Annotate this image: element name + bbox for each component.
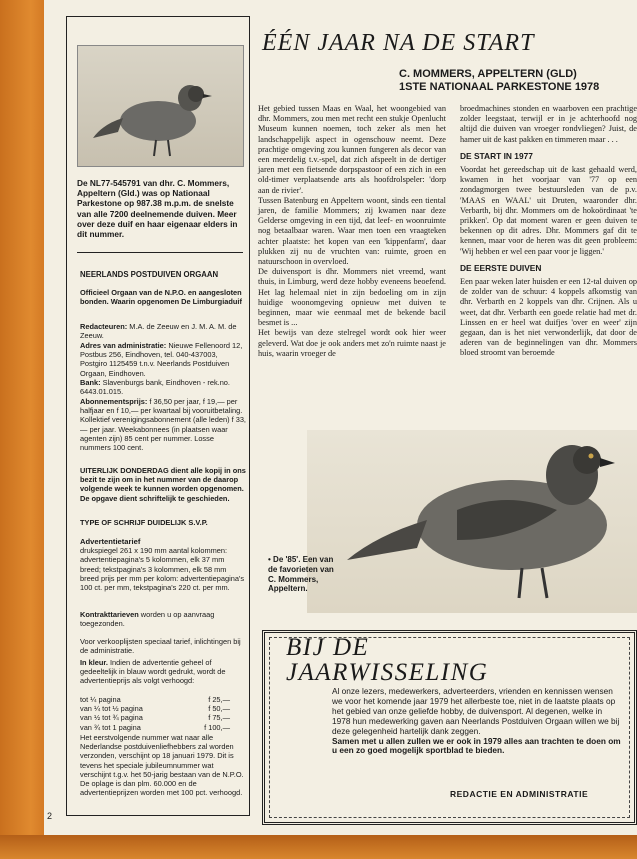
color-price-table <box>80 695 246 732</box>
price-row: tot ¼ pagina f 25,— <box>80 695 230 704</box>
greeting-title-line-2: JAARWISSELING <box>286 659 489 686</box>
article-column-1 <box>258 104 446 359</box>
bank-block <box>80 378 246 396</box>
ad-rates-heading: Advertentietarief <box>80 537 141 546</box>
paragraph: Tussen Batenburg en Appeltern woont, sinds een tiental jaren, de familie Mommers; zij kwamen naar deze Gelderse omgeving in een tijd, dat leef- en woonruimte nog betaalbaar waren. Waar men toen een vraagteken achter plaatste: het kopen van een 'kippenfarm', daar plukken zij nu de vruchten van: ruimte, groen en natuurschoon in overvloed. <box>258 195 446 267</box>
contract-rates <box>80 610 246 628</box>
price-row: van ½ tot ¾ pagina f 75,— <box>80 713 230 723</box>
contract-label: Kontrakttarieven <box>80 610 139 619</box>
article-column-2 <box>460 104 637 359</box>
bank-label: Bank: <box>80 378 101 387</box>
caption-text: De '85'. Een van de favorieten van C. Mommers, Appeltern. <box>268 555 334 594</box>
section-heading: DE EERSTE DUIVEN <box>460 262 542 273</box>
photo-caption <box>268 555 340 594</box>
sidebar-photo-caption: De NL77-545791 van dhr. C. Mommers, Appeltern (Gld.) was op Nationaal Parkestone op 987.38 m.p.m. de snelste van alle 7200 deelnemende duiven. Meer over deze duif en haar eigenaar elders in dit nummer. <box>77 178 238 240</box>
paragraph: Een paar weken later huisden er een 12-tal duiven op de zolder van de schuur: 4 koppels afkomstig van dhr. Verbarth en 2 koppels van dhr. Crijnen. Als u weet, dat dhr. Verbarth een goede relatie had met dr. Linssen en er heel wat duifjes 'over en weer' zijn gegaan, dan is het niet verwonderlijk, dat door de aderen van de beginnelingen van dhr. Mommers bloed stroomt van beroemde <box>460 277 637 358</box>
subscription-label: Abonnementsprijs: <box>80 397 148 406</box>
paragraph: Voordat het gereedschap uit de kast gehaald werd, kwamen in het voorjaar van '77 op een zondagmorgen twee bestuursleden van de p.v. 'MAAS en WAAL' uit Druten, waaronder dhr. Verbarth, bij dhr. Mommers om de hokoördinaat 'te prikken'. Op dat moment waren er geen duiven te bekennen op dit adres. Dhr. Mommers gaf dit te kennen, maar voor de heren was dit geen probleem: 'Wij hebben er wel een paar voor je liggen.' <box>460 165 637 256</box>
editors-value: M.A. de Zeeuw en J. M. A. M. de Zeeuw. <box>80 322 237 341</box>
paragraph: Het bewijs van deze stelregel wordt ook hier weer geleverd. Wat doe je ook anders met zo'n ruimte naast je huis, waarin vroeger de <box>258 328 446 358</box>
paragraph: broedmachines stonden en waarboven een prachtige zolder leegstaat, terwijl er in je achterhoofd nog altijd die duiven van vroeger rondvliegen? Juist, de hamer uit de kast pakken en timmeren maar . . . <box>460 104 637 144</box>
ad-rates-text: drukspiegel 261 x 190 mm aantal kolommen: advertentiepagina's 5 kolommen, elk 37 mm breed; tekstpagina's 3 kolommen, elk 58 mm breed prijs per mm per kolom: advertentiepagina's 100 ct. per mm, tekstpagina's 220 ct. per mm. <box>80 546 245 593</box>
ad-rates-block <box>80 537 246 592</box>
subscription-value: f 36,50 per jaar, f 19,— per halfjaar en f 10,— per kwartaal bij vooruitbetaling. Kollektief verenigingsabonnement (alle leden) f 33,— per jaar. Weekabonnees (in plaatsen waar agenten zijn) 85 cent per nummer. Losse nummers 100 cent. <box>80 397 246 453</box>
price-row: van ¼ tot ½ pagina f 50,— <box>80 704 230 714</box>
next-issue-note: Het eerstvolgende nummer wat naar alle Nederlandse postduivenliefhebbers zal worden verzonden, verschijnt op 18 januari 1979. Dit is tevens het speciale jubileumnummer wat verschijnt t.g.v. het 50-jarig bestaan van de N.P.O. De oplage is dan plm. 60.000 en de advertentieprijzen worden met 100 pct. verhoogd. <box>80 733 244 798</box>
article-subtitle-1: C. MOMMERS, APPELTERN (GLD) <box>399 68 577 80</box>
sidebar-divider <box>77 252 243 253</box>
address-value: Nieuwe Fellenoord 12, Postbus 256, Eindhoven, tel. 040-437003, Postgiro 1125459 t.n.v. Neerlands Postduiven Orgaan, Eindhoven. <box>80 341 243 378</box>
page-edge-bottom <box>0 835 637 859</box>
pigeon-photo-large <box>307 430 637 613</box>
pigeon-photo-small <box>77 45 244 167</box>
editors-label: Redacteuren: <box>80 322 128 331</box>
greeting-title-line-1: BIJ DE <box>286 634 370 661</box>
org-name: NEERLANDS POSTDUIVEN ORGAAN <box>80 270 219 279</box>
subscription-block <box>80 397 246 452</box>
bank-value: Slavenburgs bank, Eindhoven - rek.no. 6443.01.015. <box>80 378 230 397</box>
section-heading: DE START IN 1977 <box>460 150 533 161</box>
caption-bullet: • <box>268 555 271 564</box>
greeting-signature: REDACTIE EN ADMINISTRATIE <box>450 789 589 799</box>
price-row: van ¾ tot 1 pagina f 100,— <box>80 722 230 732</box>
deadline-notice: UITERLIJK DONDERDAG dient alle kopij in ons bezit te zijn om in het nummer van de daarop volgende week te kunnen worden opgenomen. De opgave dient schriftelijk te geschieden. <box>80 466 246 503</box>
color-label: In kleur. <box>80 658 108 667</box>
greeting-closing-text: Samen met u allen zullen we er ook in 1979 alles aan trachten te doen om u een zo goed mogelijk sportblad te bieden. <box>332 735 621 756</box>
pigeon-illustration <box>78 46 243 166</box>
type-clearly-notice: TYPE OF SCHRIJF DUIDELIJK S.V.P. <box>80 518 208 527</box>
color-value: Indien de advertentie geheel of gedeeltelijk in blauw wordt gedrukt, wordt de advertentieprijs als volgt verhoogd: <box>80 658 226 686</box>
sales-list-note: Voor verkooplijsten speciaal tarief, inlichtingen bij de administratie. <box>80 637 241 656</box>
paragraph: Het gebied tussen Maas en Waal, het woongebied van dhr. Mommers, zou men met recht een stukje Openlucht Museum kunnen noemen, toch zeker als men het landschappelijk aspect in ogenschouw neemt. Deze prachtige omgeving zou kunnen fungeren als decor van een meerdelig t.v.-spel, dat zich afspeelt in de dertiger jaren met een fietsende dorpspastoor of een zich in een old-timer verplaatsende arts als hoofdrolspeler: 'dorp aan de rivier'. <box>258 104 446 195</box>
contract-value: worden u op aanvraag toegezonden. <box>80 610 215 629</box>
article-subtitle-2: 1STE NATIONAAL PARKESTONE 1978 <box>399 81 600 93</box>
greeting-body-text: Al onze lezers, medewerkers, adverteerders, vrienden en kennissen wensen we voor het komende jaar 1979 het allerbeste toe, niet in de laatste plaats op het gebied van onze geliefde hobby, de duivensport. Al degenen, welke in 1978 hun medewerking gaven aan Neerlands Postduiven Orgaan willen we bij deze gelegenheid hartelijk dank zeggen. <box>332 686 620 736</box>
page-edge-left <box>0 0 44 859</box>
address-label: Adres van administratie: <box>80 341 167 350</box>
address-block <box>80 341 246 378</box>
editors-block <box>80 322 246 340</box>
page-number: 2 <box>47 811 53 821</box>
paragraph: De duivensport is dhr. Mommers niet vreemd, want thuis, in Limburg, werd deze hobby eveneens beoefend. Het lag helemaal niet in zijn bedoeling om in zijn huidige woonomgeving opnieuw met duiven te beginnen, maar wie eenmaal met de bekende bacil besmet is ... <box>258 267 446 328</box>
color-block <box>80 658 246 686</box>
greeting-body <box>332 687 622 756</box>
official-organ: Officieel Orgaan van de N.P.O. en aangesloten bonden. Waarin opgenomen De Limburgiaduif <box>80 288 242 307</box>
pigeon-illustration <box>307 430 637 613</box>
article-title: ÉÉN JAAR NA DE START <box>262 30 535 56</box>
